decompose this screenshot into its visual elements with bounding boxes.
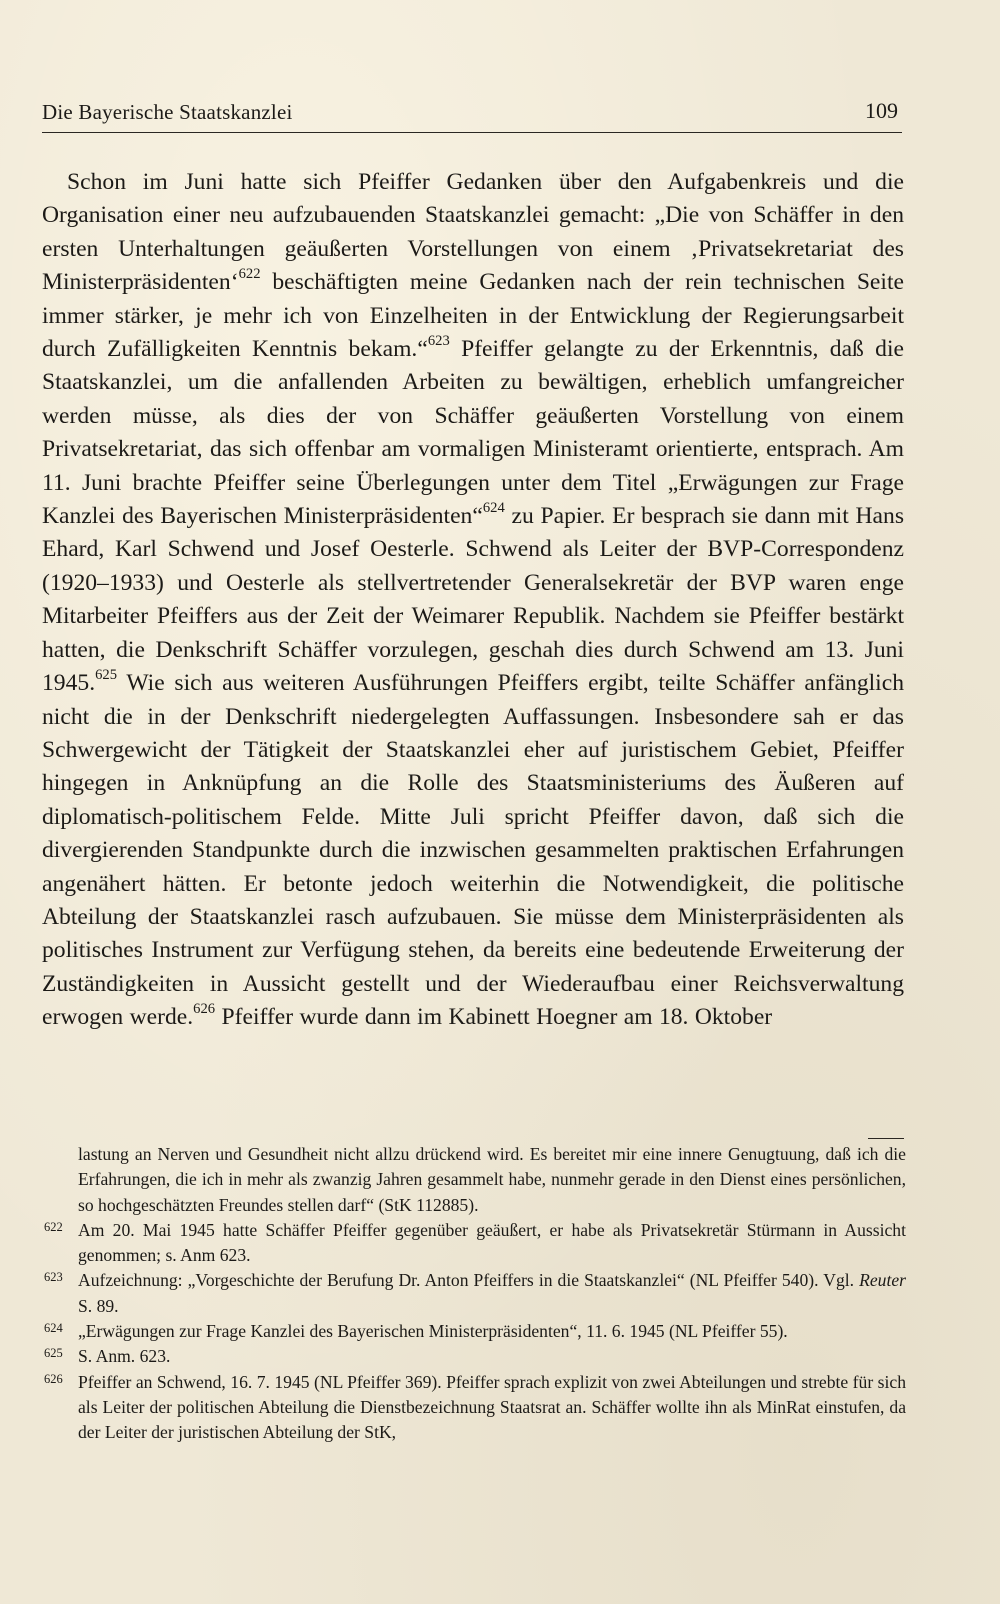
footnote-ref-625: 625	[95, 667, 118, 684]
footnote-number: 626	[44, 1371, 63, 1386]
body-paragraph	[42, 166, 904, 1035]
footnote-text: Aufzeichnung: „Vorgeschichte der Berufung Dr. Anton Pfeiffers in die Staatskanzlei“ (NL Pfeiffer 540). Vgl.	[78, 1270, 860, 1291]
footnote-625	[44, 1344, 906, 1369]
text-segment: Schon im Juni hatte sich Pfeiffer Gedanken über den Aufgabenkreis und die Organisation einer neu aufzubauenden Staatskanzlei gemacht: „Die von Schäffer in den ersten Unterhaltungen geäußerten Vorstellungen von einem ‚Privatsekretariat des Ministerpräsidenten‘	[42, 169, 904, 296]
footnote-ref-624: 624	[482, 500, 505, 517]
footnote-text: S. 89.	[78, 1295, 119, 1316]
footnote-ref-626: 626	[193, 1001, 216, 1018]
footnote-number: 625	[44, 1346, 63, 1361]
footnotes	[44, 1142, 906, 1446]
running-header	[42, 98, 902, 133]
main-text	[42, 166, 904, 1035]
footnote-text: S. Anm. 623.	[78, 1346, 171, 1367]
footnote-author: Reuter	[859, 1270, 906, 1291]
footnote-622	[44, 1218, 906, 1269]
footnote-number: 623	[44, 1270, 63, 1285]
footnote-624	[44, 1319, 906, 1344]
text-segment: Pfeiffer gelangte zu der Erkenntnis, daß die Staatskanzlei, um die anfallenden Arbeiten zu bewältigen, erheblich umfangreicher werden müsse, als dies der von Schäffer geäußerten Vorstellung von einem Privatsekretariat, das sich offenbar am vormaligen Ministeramt orientierte, entsprach. Am 11. Juni brachte Pfeiffer seine Überlegungen unter dem Titel „Erwägungen zur Frage Kanzlei des Bayerischen Ministerpräsidenten“	[42, 336, 904, 530]
text-segment: Wie sich aus weiteren Ausführungen Pfeiffers ergibt, teilte Schäffer anfänglich nicht die in der Denkschrift niedergelegten Auffassungen. Insbesondere sah er das Schwergewicht der Tätigkeit der Staatskanzlei eher auf juristischem Gebiet, Pfeiffer hingegen in Anknüpfung an die Rolle des Staatsministeriums des Äußeren auf diplomatisch-politischem Felde. Mitte Juli spricht Pfeiffer davon, daß sich die divergierenden Standpunkte durch die inzwischen gesammelten praktischen Erfahrungen angenähert hätten. Er betonte jedoch weiterhin die Notwendigkeit, die politische Abteilung der Staatskanzlei rasch aufzubauen. Sie müsse dem Ministerpräsidenten als politisches Instrument zur Verfügung stehen, da bereits eine bedeutende Erweiterung der Zuständigkeiten in Aussicht gestellt und der Wiederaufbau einer Reichsverwaltung erwogen werde.	[42, 670, 904, 1031]
footnote-number: 622	[44, 1219, 63, 1234]
footnote-ref-622: 622	[238, 266, 261, 283]
footnote-623	[44, 1268, 906, 1319]
page-number: 109	[865, 98, 898, 123]
text-segment: Pfeiffer wurde dann im Kabinett Hoegner am 18. Oktober	[215, 1004, 773, 1031]
footnote-626	[44, 1370, 906, 1446]
footnote-number: 624	[44, 1321, 63, 1336]
footnote-text: „Erwägungen zur Frage Kanzlei des Bayerischen Ministerpräsidenten“, 11. 6. 1945 (NL Pfeiffer 55).	[78, 1321, 788, 1342]
footnote-ref-623: 623	[427, 332, 450, 349]
running-title: Die Bayerische Staatskanzlei	[42, 100, 293, 124]
footnote-continuation: lastung an Nerven und Gesundheit nicht allzu drückend wird. Es bereitet mir eine innere Genugtuung, daß ich die Erfahrungen, die ich in mehr als zwanzig Jahren gesammelt habe, nunmehr gerade in den Dienst eines persönlichen, so hochgeschätzten Freundes stellen darf“ (StK 112885).	[78, 1144, 906, 1215]
text-segment: beschäftigten meine Gedanken nach der rein technischen Seite immer stärker, je mehr ich von Einzelheiten in der Entwicklung der Regierungsarbeit durch Zufälligkeiten Kenntnis bekam.“	[42, 269, 904, 363]
text-segment: zu Papier. Er besprach sie dann mit Hans Ehard, Karl Schwend und Josef Oesterle. Schwend als Leiter der BVP-Correspondenz (1920–1933) und Oesterle als stellvertretender Generalsekretär der BVP waren enge Mitarbeiter Pfeiffers aus der Zeit der Weimarer Republik. Nachdem sie Pfeiffer bestärkt hatten, die Denkschrift Schäffer vorzulegen, geschah dies durch Schwend am 13. Juni 1945.	[42, 503, 905, 697]
footnote-text: Pfeiffer an Schwend, 16. 7. 1945 (NL Pfeiffer 369). Pfeiffer sprach explizit von zwei Abteilungen und strebte für sich als Leiter der politischen Abteilung die Dienstbezeichnung Staatsrat an. Schäffer wollte ihn als MinRat einstufen, da der Leiter der juristischen Abteilung der StK,	[78, 1371, 906, 1443]
footnote-text: Am 20. Mai 1945 hatte Schäffer Pfeiffer gegenüber geäußert, er habe als Privatsekretär Stürmann in Aussicht genommen; s. Anm 623.	[78, 1219, 906, 1266]
footnote-separator	[868, 1138, 904, 1139]
